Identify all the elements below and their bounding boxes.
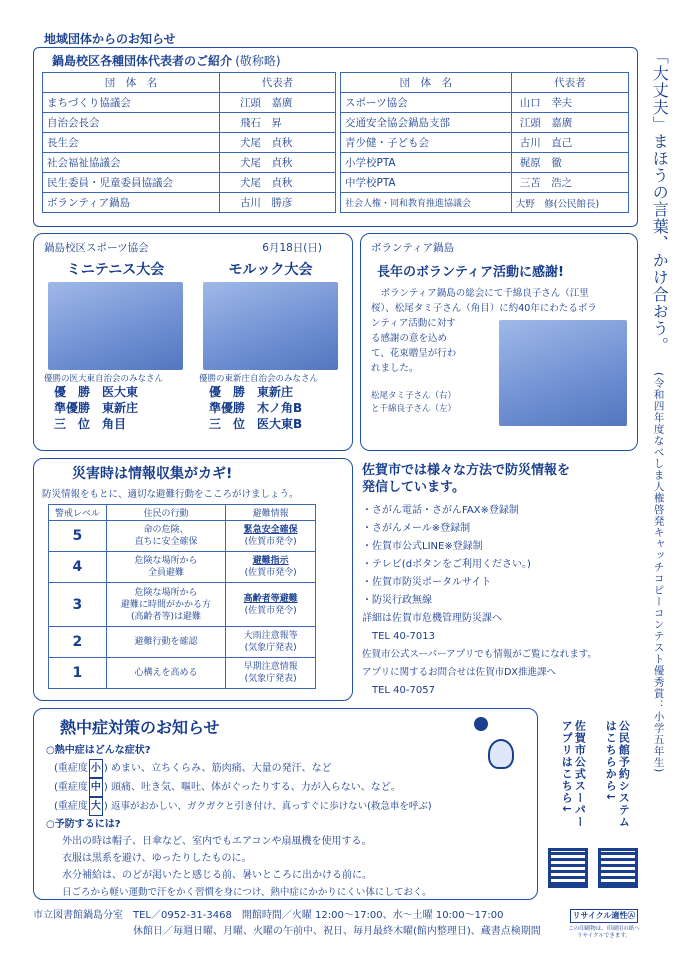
group-name: スポーツ協会 [340, 93, 511, 113]
rep-name: 飛石 昇 [219, 113, 335, 133]
table-row [340, 93, 628, 113]
footer-library-hours: 市立図書館鍋島分室 TEL／0952-31-3468 開館時間／火曜 12:00～17:00、水～土曜 10:00～17:00 [33, 910, 504, 921]
group-name: 小学校PTA [340, 153, 511, 173]
recycle-note: この印刷物は、印刷用の紙へリサイクルできます。 [568, 926, 640, 939]
level-source: (気象庁発表) [244, 674, 297, 684]
level-action: 心構えを高める [106, 658, 226, 689]
table-row [340, 133, 628, 153]
col-action: 住民の行動 [106, 505, 226, 521]
heat-illustration-icon [474, 717, 520, 777]
rep-name: 江頭 嘉廣 [511, 113, 628, 133]
heat-q1: ○熱中症はどんな症状? [46, 745, 151, 756]
rep-name: 犬尾 貞秋 [219, 153, 335, 173]
bousai-tel: TEL 40-7013 [372, 631, 435, 642]
bousai-app-contact: アプリに関するお問合せは佐賀市DX推進課へ [362, 667, 556, 678]
volunteer-photo [499, 320, 627, 426]
col-group: 団 体 名 [340, 73, 511, 93]
group-name: 社会人権・同和教育推進協議会 [340, 193, 511, 213]
severity-level: 中 [89, 778, 103, 797]
rank-team: 東新庄 [257, 385, 294, 399]
level-source: (佐賀市発令) [244, 568, 297, 578]
rep-name: 山口 幸夫 [511, 93, 628, 113]
slogan-main: 「大丈夫」まほうの言葉、かけ合おう。 [650, 48, 670, 354]
prevention-text: 外出の時は帽子、日傘など、室内でもエアコンや扇風機を使用する。 [62, 836, 372, 847]
reps-title-suffix: (敬称略) [235, 54, 281, 68]
table-row [340, 153, 628, 173]
severity-desc: 返事がおかしい、ガクガクと引き付け、真っすぐに歩けない(救急車を呼ぶ) [111, 801, 432, 812]
volunteer-text: ボランティア鍋島の総会にて千綿良子さん（江里 [371, 288, 589, 299]
reps-title: 鍋島校区各種団体代表者のご紹介 [52, 54, 233, 68]
level-info: 避難指示 [252, 556, 289, 566]
app-qr-code[interactable] [548, 848, 588, 888]
heat-section [33, 708, 538, 900]
rank-team: 東新庄 [102, 401, 139, 415]
group-name: ボランティア鍋島 [43, 193, 220, 213]
disaster-section [33, 458, 353, 701]
alert-level-table [48, 504, 316, 689]
col-rep: 代表者 [219, 73, 335, 93]
volunteer-text: 桜）、松尾タミ子さん（角目）に約40年にわたるボラ [371, 303, 597, 314]
table-row [49, 658, 316, 689]
severity-label: (重症度 [54, 801, 88, 812]
event2-photo [203, 282, 338, 370]
severity-label: (重症度 [54, 782, 88, 793]
bousai-item: ・さがん電話・さがんFAX※登録制 [362, 505, 519, 516]
heat-q2: ○予防するには? [46, 819, 121, 830]
prevention-text: 日ごろから軽い運動で汗をかく習慣を身につけ、熱中症にかかりにくい体にしておく。 [62, 887, 432, 898]
event1-caption: 優勝の医大東自治会のみなさん [44, 374, 164, 384]
level-action: 危険な場所から 全員避難 [106, 552, 226, 583]
table-row [340, 113, 628, 133]
volunteer-title: 長年のボランティア活動に感謝! [377, 265, 564, 280]
group-name: 長生会 [43, 133, 220, 153]
disaster-title: 災害時は情報収集がカギ! [72, 466, 233, 482]
bousai-detail: 詳細は佐賀市危機管理防災課へ [362, 613, 502, 624]
rank-label: 三 位 [209, 417, 246, 431]
level-number: 5 [49, 521, 107, 552]
severity-desc: めまい、立ちくらみ、筋肉痛、大量の発汗、など [111, 763, 332, 774]
col-rep: 代表者 [511, 73, 628, 93]
group-name: 中学校PTA [340, 173, 511, 193]
rank-label: 優 勝 [54, 385, 91, 399]
table-row [49, 552, 316, 583]
table-row [49, 521, 316, 552]
sports-section [33, 233, 353, 451]
group-name: 自治会長会 [43, 113, 220, 133]
severity-level: 小 [89, 759, 103, 778]
event2-caption: 優勝の東新庄自治会のみなさん [199, 374, 319, 384]
level-source: (佐賀市発令) [244, 605, 297, 616]
table-row [43, 193, 336, 213]
rep-name: 三苫 浩之 [511, 173, 628, 193]
level-number: 2 [49, 627, 107, 658]
volunteer-text: て、花束贈呈が行わ [371, 348, 457, 359]
rep-name: 犬尾 貞秋 [219, 133, 335, 153]
group-name: 交通安全協会鍋島支部 [340, 113, 511, 133]
level-number: 1 [49, 658, 107, 689]
bousai-tel: TEL 40-7057 [372, 685, 435, 696]
rep-name: 大野 修(公民館長) [511, 193, 628, 213]
reps-section [33, 47, 638, 227]
sports-date: 6月18日(日) [262, 242, 322, 254]
rank-label: 準優勝 [54, 401, 91, 415]
page-header-title: 地域団体からのお知らせ [44, 32, 176, 46]
bousai-title: 発信しています。 [362, 480, 465, 495]
severity-label: (重症度 [54, 763, 88, 774]
table-row [49, 627, 316, 658]
slogan-credit: (令和四年度なべしま人権啓発キャッチコピーコンテスト優秀賞：小学五年生) [652, 372, 665, 774]
table-row [43, 173, 336, 193]
prevention-text: 衣服は黒系を避け、ゆったりしたものに。 [62, 853, 252, 864]
disaster-sub: 防災情報をもとに、適切な避難行動をこころがけましょう。 [42, 489, 299, 500]
severity-close: ) [103, 801, 108, 812]
qr2-label: 公民館予約システムはこちらから↓ [604, 720, 631, 828]
bousai-item: ・佐賀市防災ポータルサイト [362, 577, 492, 588]
reps-table-right [340, 72, 629, 213]
rank-team: 医大東B [257, 417, 303, 431]
severity-level: 大 [89, 797, 103, 816]
bousai-item: ・さがんメール※登録制 [362, 523, 471, 534]
volunteer-text: ンティア活動に対す [371, 318, 456, 329]
level-info: 早期注意情報 [243, 662, 298, 672]
severity-close: ) [103, 782, 108, 793]
rank-team: 医大東 [102, 385, 139, 399]
level-action: 危険な場所から 避難に時間がかかる方 (高齢者等)は避難 [106, 583, 226, 627]
group-name: 民生委員・児童委員協議会 [43, 173, 220, 193]
level-number: 3 [49, 583, 107, 627]
group-name: 社会福祉協議会 [43, 153, 220, 173]
col-group: 団 体 名 [43, 73, 220, 93]
volunteer-text: る感謝の意を込め [371, 333, 448, 344]
table-row [49, 583, 316, 627]
rank-team: 角目 [102, 417, 127, 431]
table-row [43, 153, 336, 173]
rank-label: 三 位 [54, 417, 91, 431]
rep-name: 江頭 嘉廣 [219, 93, 335, 113]
rep-name: 古川 直己 [511, 133, 628, 153]
volunteer-caption: と千綿良子さん（左） [371, 404, 457, 414]
level-source: (気象庁発表) [244, 643, 297, 653]
rep-name: 犬尾 貞秋 [219, 173, 335, 193]
volunteer-section [360, 233, 638, 451]
bousai-section [362, 462, 640, 702]
level-info: 緊急安全確保 [243, 525, 298, 535]
table-row [43, 113, 336, 133]
level-info: 大雨注意報等 [243, 631, 298, 641]
recycle-badge: リサイクル適性Ⓐ [570, 909, 638, 923]
bousai-item: ・テレビ(dボタンをご利用ください。) [362, 559, 531, 570]
rep-name: 古川 勝彦 [219, 193, 335, 213]
table-row [43, 93, 336, 113]
level-source: (佐賀市発令) [244, 537, 297, 547]
rank-label: 優 勝 [209, 385, 246, 399]
volunteer-org: ボランティア鍋島 [371, 242, 455, 254]
level-action: 命の危険、 直ちに安全確保 [106, 521, 226, 552]
event1-title: ミニテニス大会 [66, 262, 165, 278]
bousai-item: ・防災行政無線 [362, 595, 432, 606]
qr1-label: 佐賀市公式スーパーアプリはこちら↓ [560, 720, 587, 828]
event2-title: モルック大会 [228, 262, 313, 278]
bousai-title: 佐賀市では様々な方法で防災情報を [362, 463, 571, 478]
level-number: 4 [49, 552, 107, 583]
severity-close: ) [103, 763, 108, 774]
rank-label: 準優勝 [209, 401, 246, 415]
group-name: 青少健・子ども会 [340, 133, 511, 153]
sports-org: 鍋島校区スポーツ協会 [44, 242, 149, 254]
bousai-item: ・佐賀市公式LINE※登録制 [362, 541, 483, 552]
event1-photo [48, 282, 183, 370]
col-info: 避難情報 [226, 505, 316, 521]
table-row [340, 193, 628, 213]
reservation-qr-code[interactable] [598, 848, 638, 888]
heat-title: 熱中症対策のお知らせ [60, 718, 220, 737]
level-action: 避難行動を確認 [106, 627, 226, 658]
level-info: 高齢者等避難 [243, 593, 298, 604]
prevention-text: 水分補給は、のどが渇いたと感じる前、暑いところに出かける前に。 [62, 870, 372, 881]
volunteer-text: れました。 [371, 363, 419, 374]
reps-table-left [42, 72, 336, 213]
table-row [43, 133, 336, 153]
volunteer-caption: 松尾タミ子さん（右） [371, 391, 457, 401]
table-row [340, 173, 628, 193]
bousai-app: 佐賀市公式スーパーアプリでも情報がご覧になれます。 [362, 649, 597, 660]
group-name: まちづくり協議会 [43, 93, 220, 113]
rank-team: 木ノ角B [257, 401, 303, 415]
rep-name: 梶原 徹 [511, 153, 628, 173]
severity-desc: 頭痛、吐き気、嘔吐、体がぐったりする、力が入らない、など。 [111, 782, 401, 793]
col-level: 警戒レベル [49, 505, 107, 521]
footer-library-closed: 休館日／毎週日曜、月曜、火曜の午前中、祝日、毎月最終木曜(館内整理日)、蔵書点検期間 [133, 926, 541, 937]
